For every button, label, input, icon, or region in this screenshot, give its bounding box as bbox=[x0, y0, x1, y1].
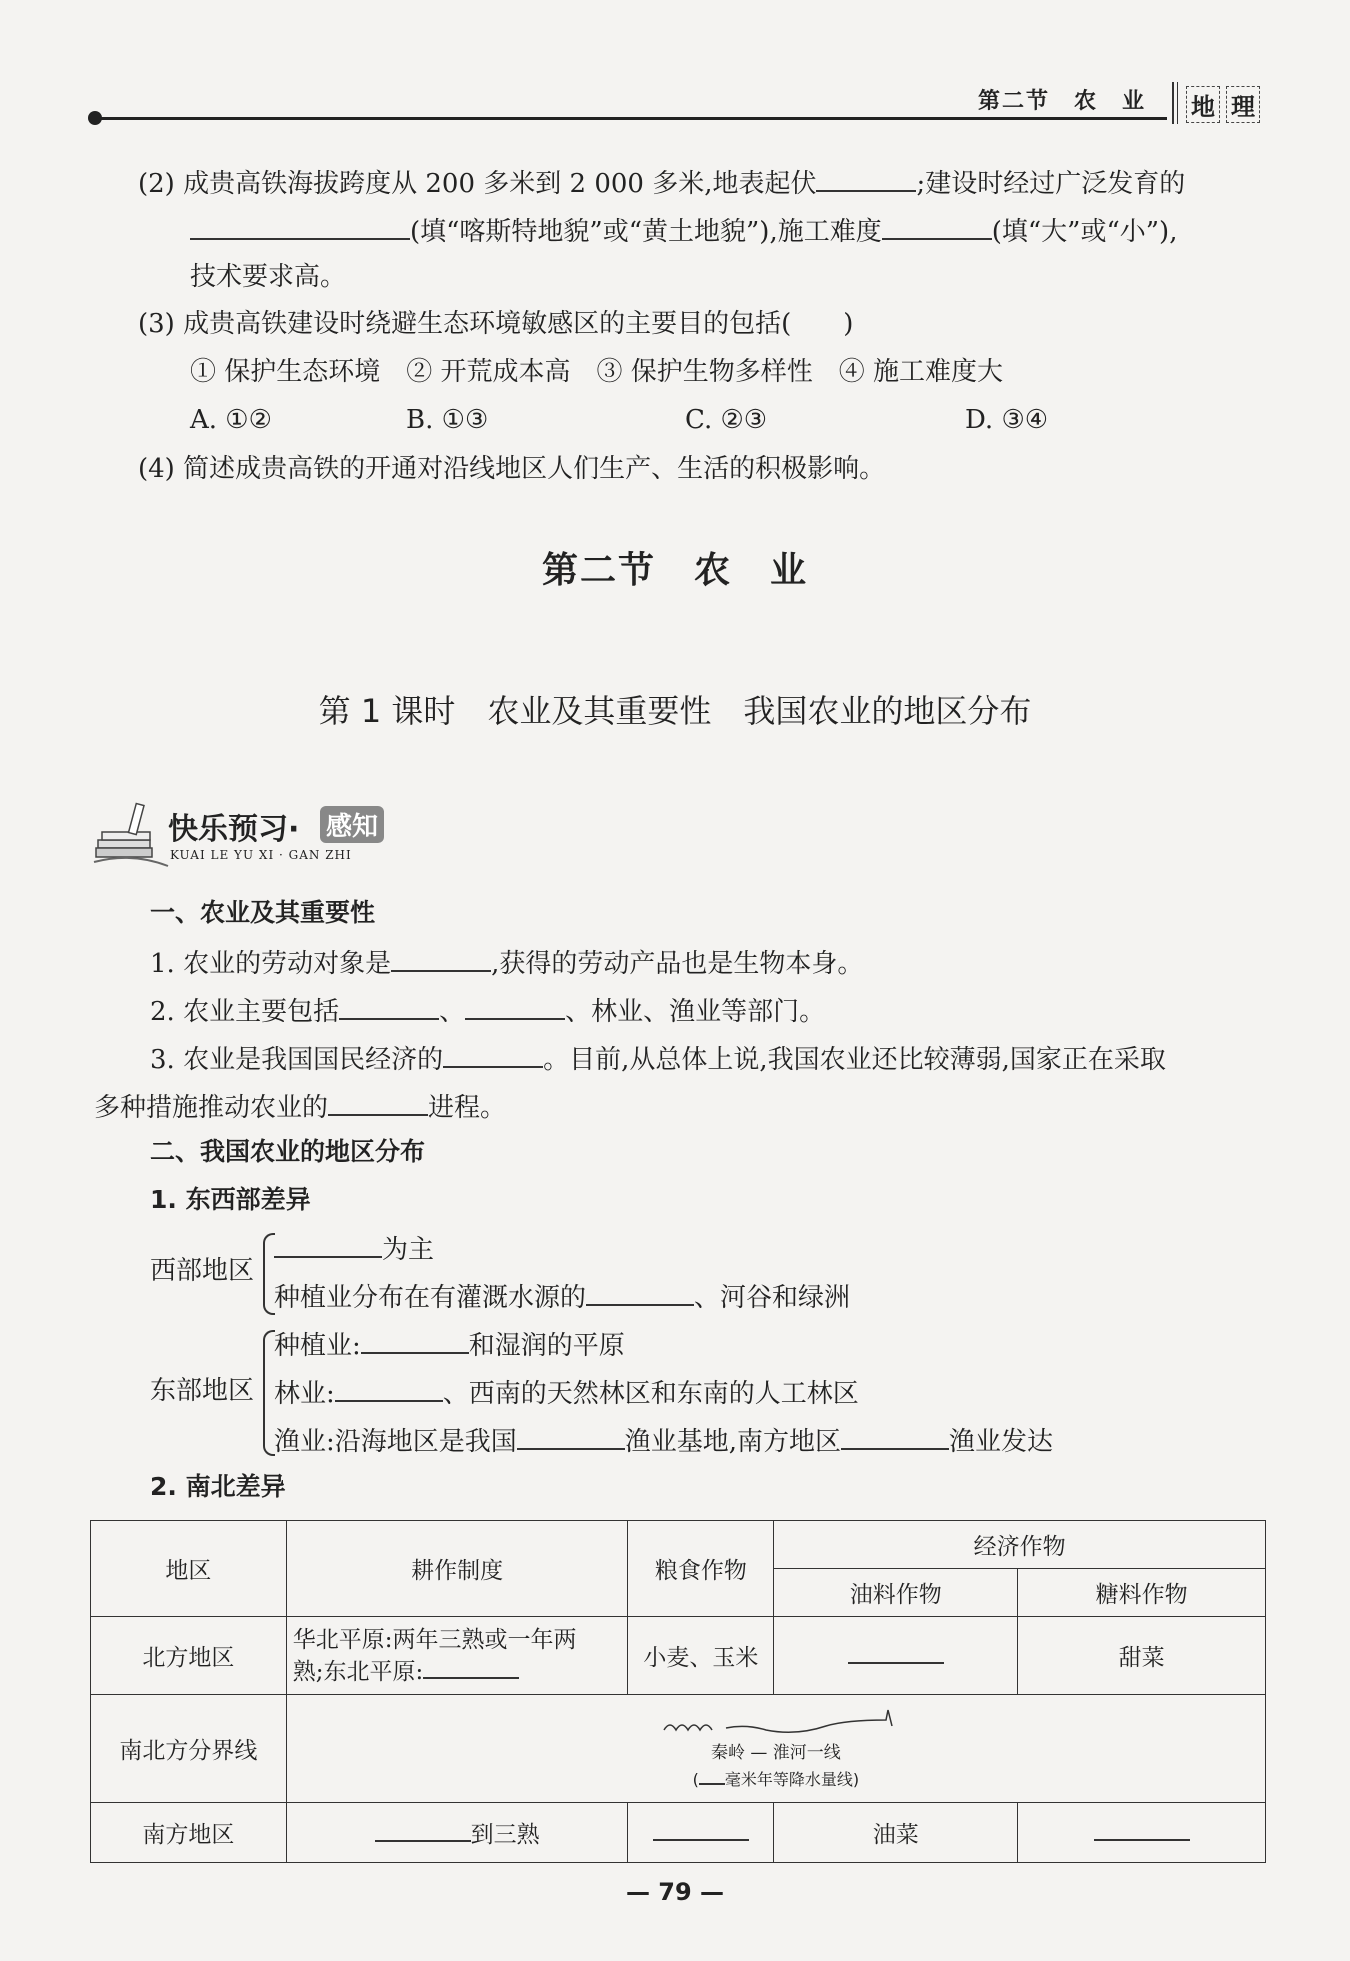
answer-blank[interactable] bbox=[699, 1769, 725, 1785]
answer-blank[interactable] bbox=[1094, 1819, 1190, 1841]
boundary-precip-note: ( 毫米年等降水量线) bbox=[692, 1769, 860, 1789]
question-2-line-2: (填“喀斯特地貌”或“黄土地貌”),施工难度 (填“大”或“小”), bbox=[190, 212, 1177, 249]
question-4: (4) 简述成贵高铁的开通对沿线地区人们生产、生活的积极影响。 bbox=[138, 454, 886, 484]
question-3-statements: ① 保护生态环境 ② 开荒成本高 ③ 保护生物多样性 ④ 施工难度大 bbox=[190, 357, 1004, 387]
north-farming-system: 华北平原:两年三熟或一年两 熟;东北平原: bbox=[286, 1617, 628, 1695]
part-2-heading: 二、我国农业的地区分布 bbox=[150, 1137, 426, 1166]
running-header-subject bbox=[1186, 86, 1266, 123]
answer-blank[interactable] bbox=[586, 1278, 694, 1306]
boundary-line-label: 秦岭 — 淮河一线 bbox=[710, 1742, 841, 1763]
boundary-line-cell bbox=[286, 1695, 1265, 1803]
option-d[interactable]: D. ③④ bbox=[965, 405, 1049, 435]
badge-title: 快乐预习· bbox=[168, 812, 300, 847]
answer-blank[interactable] bbox=[274, 1230, 382, 1258]
south-grain-cell bbox=[628, 1803, 774, 1863]
east-item-planting: 种植业: 和湿润的平原 bbox=[274, 1326, 625, 1363]
preview-badge bbox=[92, 800, 422, 870]
badge-pinyin: KUAI LE YU XI · GAN ZHI bbox=[170, 848, 352, 862]
north-oil-cell bbox=[774, 1617, 1018, 1695]
part-1-item-3: 3. 农业是我国国民经济的 。目前,从总体上说,我国农业还比较薄弱,国家正在采取 bbox=[150, 1040, 1166, 1077]
north-sugar: 甜菜 bbox=[1018, 1617, 1266, 1695]
header-divider bbox=[1172, 82, 1174, 124]
north-grain: 小麦、玉米 bbox=[628, 1617, 774, 1695]
part-1-item-2: 2. 农业主要包括 、 、林业、渔业等部门。 bbox=[150, 992, 825, 1029]
option-c[interactable]: C. ②③ bbox=[685, 405, 768, 435]
answer-blank[interactable] bbox=[339, 992, 439, 1020]
row-north-label: 北方地区 bbox=[91, 1617, 287, 1695]
east-item-fishery: 渔业:沿海地区是我国 渔业基地,南方地区 渔业发达 bbox=[274, 1422, 1053, 1459]
question-2-line-1: (2) 成贵高铁海拔跨度从 200 多米到 2 000 多米,地表起伏 ;建设时经过广泛发育的 bbox=[138, 164, 1185, 201]
option-b[interactable]: B. ①③ bbox=[406, 405, 489, 435]
answer-blank[interactable] bbox=[517, 1422, 625, 1450]
answer-blank[interactable] bbox=[391, 944, 491, 972]
subject-char: 地 bbox=[1186, 86, 1220, 123]
qinling-huaihe-line bbox=[656, 1708, 896, 1740]
answer-blank[interactable] bbox=[361, 1326, 469, 1354]
answer-blank[interactable] bbox=[653, 1819, 749, 1841]
answer-blank[interactable] bbox=[423, 1657, 519, 1679]
answer-blank[interactable] bbox=[882, 212, 992, 240]
lesson-title: 第 1 课时 农业及其重要性 我国农业的地区分布 bbox=[318, 692, 1032, 730]
running-header-section: 第二节 农 业 bbox=[978, 89, 1147, 114]
answer-blank[interactable] bbox=[443, 1040, 543, 1068]
row-boundary-label: 南北方分界线 bbox=[91, 1695, 287, 1803]
books-pencil-icon bbox=[92, 800, 172, 868]
part-2-sub-2: 2. 南北差异 bbox=[150, 1472, 286, 1501]
answer-blank[interactable] bbox=[335, 1374, 443, 1402]
part-2-sub-1: 1. 东西部差异 bbox=[150, 1185, 311, 1214]
question-2-line-3: 技术要求高。 bbox=[190, 262, 347, 292]
answer-blank[interactable] bbox=[841, 1422, 949, 1450]
west-region-label: 西部地区 bbox=[150, 1256, 255, 1286]
answer-blank[interactable] bbox=[848, 1642, 944, 1664]
answer-blank[interactable] bbox=[375, 1820, 471, 1842]
header-grain-crops: 粮食作物 bbox=[628, 1521, 774, 1617]
header-region: 地区 bbox=[91, 1521, 287, 1617]
page-number: — 79 — bbox=[625, 1878, 725, 1906]
west-item-1: 为主 bbox=[274, 1230, 434, 1267]
answer-blank[interactable] bbox=[816, 164, 916, 192]
south-farming-system: 到三熟 bbox=[286, 1803, 628, 1863]
part-1-item-3-cont: 多种措施推动农业的 进程。 bbox=[94, 1088, 506, 1125]
south-sugar-cell bbox=[1018, 1803, 1266, 1863]
badge-highlight: 感知 bbox=[320, 806, 384, 843]
north-south-table bbox=[90, 1520, 1266, 1863]
header-divider bbox=[1177, 82, 1178, 124]
east-item-forestry: 林业: 、西南的天然林区和东南的人工林区 bbox=[274, 1374, 859, 1411]
answer-blank[interactable] bbox=[328, 1088, 428, 1116]
south-oil: 油菜 bbox=[774, 1803, 1018, 1863]
west-item-2: 种植业分布在有灌溉水源的 、河谷和绿洲 bbox=[274, 1278, 850, 1315]
subject-char: 理 bbox=[1226, 86, 1260, 123]
section-title: 第二节 农 业 bbox=[541, 550, 808, 591]
header-rule bbox=[92, 117, 1167, 120]
header-farming-system: 耕作制度 bbox=[286, 1521, 628, 1617]
answer-blank[interactable] bbox=[465, 992, 565, 1020]
row-south-label: 南方地区 bbox=[91, 1803, 287, 1863]
option-a[interactable]: A. ①② bbox=[190, 405, 272, 435]
east-region-label: 东部地区 bbox=[150, 1376, 255, 1406]
part-1-item-1: 1. 农业的劳动对象是 ,获得的劳动产品也是生物本身。 bbox=[150, 944, 863, 981]
answer-blank[interactable] bbox=[190, 212, 410, 240]
question-3-stem: (3) 成贵高铁建设时绕避生态环境敏感区的主要目的包括( ) bbox=[138, 309, 854, 339]
header-oil-crops: 油料作物 bbox=[774, 1569, 1018, 1617]
header-cash-crops: 经济作物 bbox=[774, 1521, 1266, 1569]
part-1-heading: 一、农业及其重要性 bbox=[150, 898, 376, 927]
header-sugar-crops: 糖料作物 bbox=[1018, 1569, 1266, 1617]
